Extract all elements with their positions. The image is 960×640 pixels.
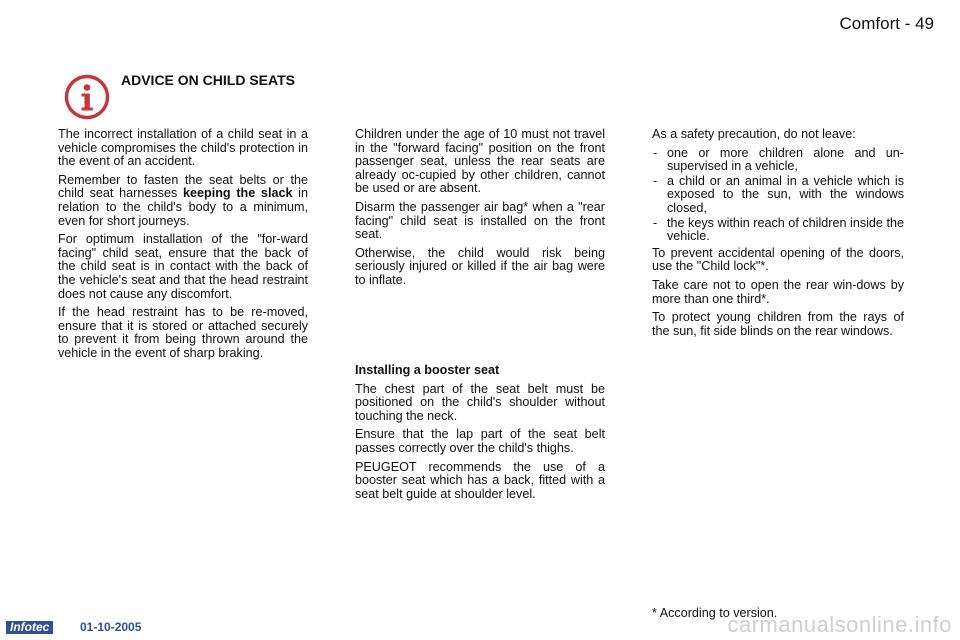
booster-seat-section xyxy=(355,364,605,506)
page-title: Comfort - 49 xyxy=(839,14,934,33)
footnote: * According to version. xyxy=(652,606,778,620)
bullet-item: - the keys within reach of children inside the vehicle. xyxy=(652,217,904,244)
footer-date: 01-10-2005 xyxy=(80,620,142,634)
paragraph: Ensure that the lap part of the seat belt passes correctly over the child's thighs. xyxy=(355,427,605,455)
column-right xyxy=(652,128,904,343)
paragraph: The chest part of the seat belt must be positioned on the child's shoulder without touching the neck. xyxy=(355,381,605,423)
watermark: carmanualsonline.info xyxy=(727,612,952,637)
bullet-item: - a child or an animal in a vehicle which is exposed to the sun, with the windows closed, xyxy=(652,175,904,216)
paragraph-text: Remember to fasten the seat belts or the child seat harnesses xyxy=(58,172,308,201)
paragraph: Otherwise, the child would risk being seriously injured or killed if the air bag were to inflate. xyxy=(355,245,605,287)
paragraph: As a safety precaution, do not leave: xyxy=(652,127,856,141)
paragraph: Take care not to open the rear win-dows by more than one third*. xyxy=(652,277,904,306)
bold-emphasis: keeping the slack xyxy=(183,186,293,201)
section-heading: ADVICE ON CHILD SEATS xyxy=(121,72,295,88)
paragraph xyxy=(58,174,308,228)
column-left xyxy=(58,128,308,366)
bullet-item: - one or more children alone and un-supervised in a vehicle, xyxy=(652,147,904,174)
info-icon xyxy=(64,74,110,120)
paragraph-text: in relation to the child's body to a minimum, even for short journeys. xyxy=(58,186,308,228)
paragraph: Disarm the passenger air bag* when a "rear facing" child seat is installed on the front seat. xyxy=(355,199,605,242)
booster-seat-heading: Installing a booster seat xyxy=(355,363,500,377)
paragraph: For optimum installation of the "for-ward facing" child seat, ensure that the back of the child seat is in contact with the back of the vehicle's seat and that the head restraint does not cause any discomfort. xyxy=(58,232,308,301)
paragraph: Children under the age of 10 must not travel in the "forward facing" position on the front passenger seat, unless the rear seats are already oc-cupied by other children, cannot be used or are absent. xyxy=(355,127,605,196)
paragraph: PEUGEOT recommends the use of a booster seat which has a back, fitted with a seat belt guide at shoulder level. xyxy=(355,459,605,501)
paragraph: If the head restraint has to be re-moved, ensure that it is stored or attached securely to prevent it from being thrown around the vehicle in the event of sharp braking. xyxy=(58,305,308,360)
infotec-logo: Infotec xyxy=(6,621,53,634)
paragraph: The incorrect installation of a child seat in a vehicle compromises the child's protection in the event of an accident. xyxy=(58,127,308,169)
bullet-list xyxy=(652,147,904,244)
paragraph: To protect young children from the rays of the sun, fit side blinds on the rear windows. xyxy=(652,310,904,338)
paragraph: To prevent accidental opening of the doors, use the "Child lock"*. xyxy=(652,245,904,274)
column-middle xyxy=(355,128,605,293)
